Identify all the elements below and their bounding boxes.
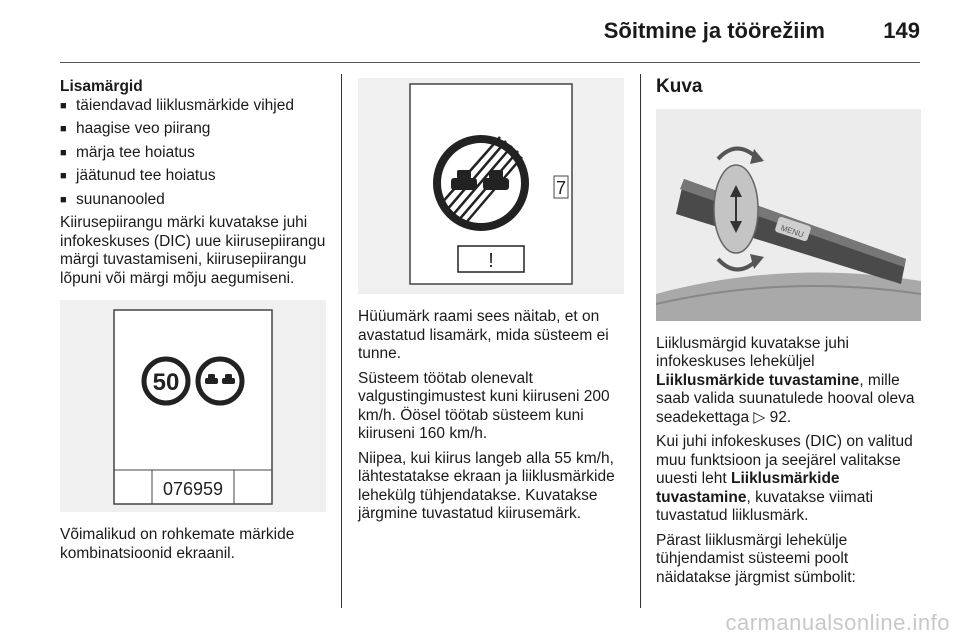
paragraph: Võimalikud on rohkemate märkide kombinatsioonid ekraanil.	[60, 526, 295, 562]
exclamation-icon: !	[488, 250, 494, 272]
turn-signal-lever-figure	[656, 109, 921, 321]
dic-display-figure	[60, 300, 326, 512]
turn-signal-lever-illustration	[656, 109, 921, 321]
end-of-restriction-figure	[358, 78, 624, 294]
paragraph	[656, 433, 922, 526]
text-span: Liiklusmärgid kuvatakse juhi infokeskuses leheküljel	[656, 334, 849, 370]
display-code: 076959	[162, 479, 224, 499]
column-middle	[358, 78, 623, 530]
column-left	[60, 78, 330, 569]
end-of-restriction-illustration	[358, 78, 624, 294]
additional-signs-heading: Lisamärgid	[60, 78, 143, 95]
list-item: ■ suunanooled	[60, 191, 330, 210]
additional-signs-list	[60, 97, 330, 210]
text-span: , kuvatakse viimati tuvastatud liiklusmärk.	[656, 488, 874, 524]
list-item: ■ jäätunud tee hoiatus	[60, 167, 330, 186]
paragraph: Pärast liiklusmärgi lehekülje tühjendamist süsteemi poolt näidatakse järgmist sümbolit:	[656, 531, 856, 586]
paragraph: Hüüumärk raami sees näitab, et on avastatud lisamärk, mida süsteem ei tunne.	[358, 308, 609, 362]
chapter-title: Sõitmine ja töörežiim	[603, 18, 825, 43]
column-right	[656, 78, 922, 593]
list-item: ■ haagise veo piirang	[60, 120, 330, 139]
section-title: Kuva	[656, 76, 703, 97]
text-span: , mille saab valida suunatulede hooval oleva seadekettaga	[656, 371, 915, 426]
paragraph: Niipea, kui kiirus langeb alla 55 km/h, lähtestatakse ekraan ja liiklusmärkide lehekülg tühjendatakse. Kuvatakse järgmine tuvastatud kiirusemärk.	[358, 449, 615, 522]
page-header	[60, 0, 920, 63]
page-reference: 92.	[769, 408, 792, 426]
column-divider	[341, 74, 342, 608]
watermark: carmanualsonline.info	[725, 610, 950, 635]
paragraph: Kiirusepiirangu märki kuvatakse juhi infokeskuses (DIC) uue kiirusepiirangu märgi tuvastamiseni, kiirusepiirangu lõpuni või märgi mõju aegumiseni.	[60, 214, 326, 287]
list-item: ■ täiendavad liiklusmärkide vihjed	[60, 97, 330, 116]
page-number: 149	[883, 18, 920, 43]
column-divider	[640, 74, 641, 608]
dic-display-illustration	[60, 300, 326, 512]
paragraph	[656, 335, 922, 428]
list-item: ■ märja tee hoiatus	[60, 144, 330, 163]
paragraph: Süsteem töötab olenevalt valgustingimustest kuni kiiruseni 200 km/h. Öösel töötab süsteem kuni kiiruseni 160 km/h.	[358, 369, 610, 442]
menu-button-label: MENU	[779, 222, 805, 239]
side-number: 7	[555, 178, 567, 198]
speed-limit-value: 50	[152, 369, 180, 396]
menu-reference: Liiklusmärkide tuvastamine	[656, 470, 840, 506]
page-ref-icon: ▷	[753, 408, 766, 426]
menu-reference: Liiklusmärkide tuvastamine	[656, 371, 860, 389]
text-span: Kui juhi infokeskuses (DIC) on valitud muu funktsioon ja seejärel valitakse uuesti leht	[656, 433, 913, 487]
